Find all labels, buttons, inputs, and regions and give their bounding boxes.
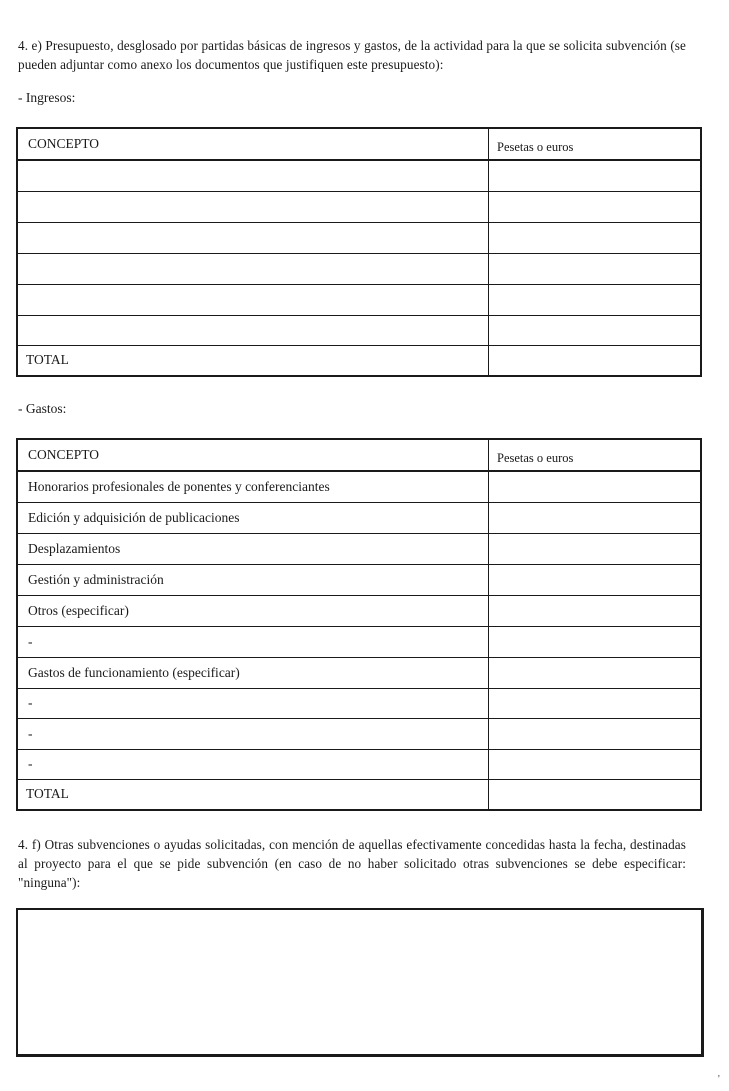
gastos-importe-cell[interactable] — [489, 502, 702, 533]
ingresos-importe-cell[interactable] — [489, 222, 702, 253]
ingresos-total-row — [17, 345, 701, 376]
gastos-concepto-cell: Gastos de funcionamiento (especificar) — [17, 657, 489, 688]
ingresos-importe-cell[interactable] — [489, 253, 702, 284]
gastos-total-label: TOTAL — [17, 779, 489, 810]
gastos-table — [16, 438, 702, 811]
gastos-concepto-cell[interactable]: - — [17, 718, 489, 749]
gastos-concepto-cell: Otros (especificar) — [17, 595, 489, 626]
ingresos-row — [17, 253, 701, 284]
ingresos-header-row — [17, 128, 701, 160]
gastos-row — [17, 688, 701, 718]
scan-speck: ' — [718, 1074, 720, 1085]
ingresos-concepto-cell[interactable] — [17, 284, 489, 315]
gastos-importe-cell[interactable] — [489, 626, 702, 657]
otras-subvenciones-box[interactable] — [16, 908, 704, 1057]
gastos-row — [17, 533, 701, 564]
ingresos-concepto-cell[interactable] — [17, 191, 489, 222]
gastos-concepto-cell: Gestión y administración — [17, 564, 489, 595]
ingresos-concepto-cell[interactable] — [17, 253, 489, 284]
section-f-instructions: 4. f) Otras subvenciones o ayudas solicitadas, con mención de aquellas efectivamente concedidas hasta la fecha, destinadas al proyecto para el que se pide subvención (en caso de no haber solicitado otras subvenciones se debe especificar: "ninguna"): — [18, 837, 686, 890]
ingresos-col-concepto: CONCEPTO — [17, 128, 489, 160]
gastos-concepto-cell: Honorarios profesionales de ponentes y conferenciantes — [17, 471, 489, 502]
ingresos-row — [17, 284, 701, 315]
ingresos-label: - Ingresos: — [18, 90, 76, 105]
ingresos-row — [17, 160, 701, 191]
gastos-importe-cell[interactable] — [489, 657, 702, 688]
ingresos-concepto-cell[interactable] — [17, 315, 489, 345]
ingresos-row — [17, 315, 701, 345]
gastos-total-value[interactable] — [489, 779, 702, 810]
ingresos-importe-cell[interactable] — [489, 191, 702, 222]
gastos-row — [17, 564, 701, 595]
section-e-instructions: 4. e) Presupuesto, desglosado por partidas básicas de ingresos y gastos, de la actividad para la que se solicita subvención (se pueden adjuntar como anexo los documentos que justifiquen este presupuesto): — [18, 38, 686, 72]
ingresos-row — [17, 222, 701, 253]
gastos-col-importe: Pesetas o euros — [489, 439, 702, 471]
gastos-total-row — [17, 779, 701, 810]
gastos-importe-cell[interactable] — [489, 688, 702, 718]
ingresos-table — [16, 127, 702, 377]
gastos-row — [17, 595, 701, 626]
gastos-row — [17, 502, 701, 533]
gastos-row — [17, 471, 701, 502]
gastos-concepto-cell[interactable]: - — [17, 626, 489, 657]
gastos-concepto-cell: Edición y adquisición de publicaciones — [17, 502, 489, 533]
ingresos-importe-cell[interactable] — [489, 315, 702, 345]
gastos-row — [17, 626, 701, 657]
gastos-importe-cell[interactable] — [489, 595, 702, 626]
ingresos-total-label: TOTAL — [17, 345, 489, 376]
gastos-importe-cell[interactable] — [489, 564, 702, 595]
gastos-concepto-cell[interactable]: - — [17, 688, 489, 718]
gastos-importe-cell[interactable] — [489, 749, 702, 779]
ingresos-row — [17, 191, 701, 222]
ingresos-total-value[interactable] — [489, 345, 702, 376]
gastos-row — [17, 749, 701, 779]
gastos-concepto-cell: Desplazamientos — [17, 533, 489, 564]
gastos-row — [17, 657, 701, 688]
gastos-importe-cell[interactable] — [489, 471, 702, 502]
gastos-importe-cell[interactable] — [489, 718, 702, 749]
gastos-importe-cell[interactable] — [489, 533, 702, 564]
gastos-row — [17, 718, 701, 749]
ingresos-importe-cell[interactable] — [489, 160, 702, 191]
ingresos-concepto-cell[interactable] — [17, 160, 489, 191]
gastos-header-row — [17, 439, 701, 471]
ingresos-concepto-cell[interactable] — [17, 222, 489, 253]
gastos-concepto-cell[interactable]: - — [17, 749, 489, 779]
gastos-label: - Gastos: — [18, 401, 67, 416]
ingresos-col-importe: Pesetas o euros — [489, 128, 702, 160]
gastos-col-concepto: CONCEPTO — [17, 439, 489, 471]
ingresos-importe-cell[interactable] — [489, 284, 702, 315]
